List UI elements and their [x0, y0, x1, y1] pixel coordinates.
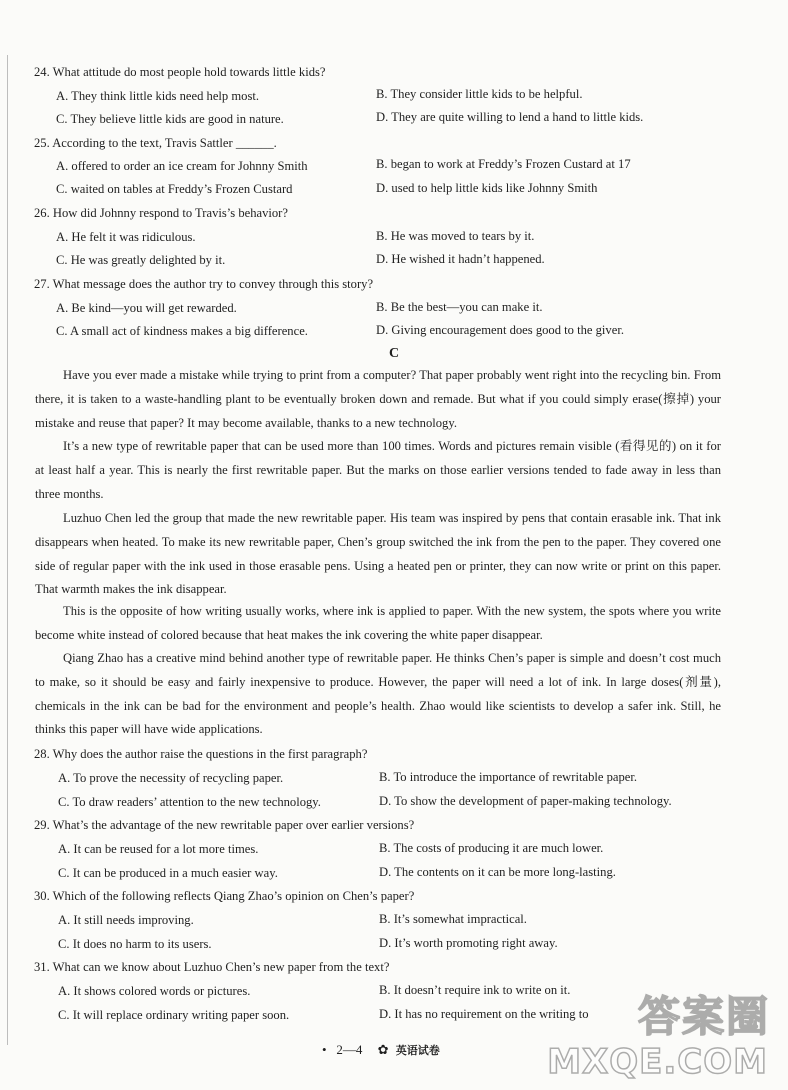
question-31-option-c: C. It will replace ordinary writing paper soon. [58, 1008, 290, 1022]
footer-dot-icon: • [322, 1042, 334, 1057]
question-28-option-d: D. To show the development of paper-making technology. [379, 794, 672, 808]
question-29-option-a: A. It can be reused for a lot more times. [58, 842, 259, 856]
page-footer [322, 1042, 440, 1059]
question-27-option-d: D. Giving encouragement does good to the giver. [376, 323, 624, 337]
question-24-option-d: D. They are quite willing to lend a hand to little kids. [376, 110, 644, 124]
section-c-heading: C [388, 346, 400, 361]
question-30-option-b: B. It’s somewhat impractical. [379, 912, 527, 926]
question-31-option-a: A. It shows colored words or pictures. [58, 984, 251, 998]
question-25-option-c: C. waited on tables at Freddy’s Frozen Custard [56, 182, 293, 196]
passage-paragraph-2: It’s a new type of rewritable paper that can be used more than 100 times. Words and pictures remain visible (看得见的) on it for at least half a year. This is nearly the first rewritable paper. But the marks on those earlier versions tended to fade away in less than three months. [35, 439, 721, 501]
question-26-option-c: C. He was greatly delighted by it. [56, 253, 226, 267]
question-26-option-b: B. He was moved to tears by it. [376, 229, 535, 243]
question-29-option-b: B. The costs of producing it are much lower. [379, 841, 604, 855]
question-25-stem: 25. According to the text, Travis Sattler ______. [34, 136, 277, 150]
question-26-option-d: D. He wished it hadn’t happened. [376, 252, 545, 266]
passage-paragraph-4: This is the opposite of how writing usually works, where ink is applied to paper. With the new system, the spots where you write become white instead of colored because that heat makes the ink covering the white paper disappear. [35, 604, 721, 642]
site-watermark [547, 991, 780, 1086]
question-25-option-b: B. began to work at Freddy’s Frozen Custard at 17 [376, 157, 631, 171]
question-30-stem: 30. Which of the following reflects Qiang Zhao’s opinion on Chen’s paper? [34, 889, 415, 903]
question-27-option-c: C. A small act of kindness makes a big difference. [56, 324, 308, 338]
question-30-option-d: D. It’s worth promoting right away. [379, 936, 558, 950]
watermark-chinese: 答案圈 [637, 992, 770, 1041]
question-29-option-d: D. The contents on it can be more long-lasting. [379, 865, 616, 879]
leaf-icon: ✿ [377, 1042, 389, 1057]
subject-label: 英语试卷 [395, 1045, 440, 1057]
page-number: 2—4 [336, 1042, 363, 1057]
question-31-stem: 31. What can we know about Luzhuo Chen’s new paper from the text? [34, 960, 390, 974]
question-30-option-c: C. It does no harm to its users. [58, 937, 212, 951]
question-31-option-d: D. It has no requirement on the writing to [379, 1007, 589, 1021]
question-29-stem: 29. What’s the advantage of the new rewritable paper over earlier versions? [34, 818, 415, 832]
question-28-option-b: B. To introduce the importance of rewritable paper. [379, 770, 638, 784]
question-24-stem: 24. What attitude do most people hold towards little kids? [34, 65, 326, 79]
question-27-option-b: B. Be the best—you can make it. [376, 300, 543, 314]
question-29-option-c: C. It can be produced in a much easier way. [58, 866, 278, 880]
question-28-option-c: C. To draw readers’ attention to the new technology. [58, 795, 321, 809]
question-28-stem: 28. Why does the author raise the questions in the first paragraph? [34, 747, 368, 761]
passage-paragraph-3: Luzhuo Chen led the group that made the new rewritable paper. His team was inspired by pens that contain erasable ink. That ink disappears when heated. To make its new rewritable paper, Chen’s group switched the ink from the pen to the paper. They covered one side of regular paper with the ink used in those erasable pens. Using a heated pen or printer, they can now write or print on this paper. That warmth makes the ink disappear. [35, 511, 721, 597]
question-26-option-a: A. He felt it was ridiculous. [56, 230, 196, 244]
question-25-option-a: A. offered to order an ice cream for Johnny Smith [56, 159, 308, 173]
passage-paragraph-5: Qiang Zhao has a creative mind behind another type of rewritable paper. He thinks Chen’s paper is simple and doesn’t cost much to make, so it should be easy and fairly inexpensive to produce. However, the paper will need a lot of ink. In large doses(剂量), chemicals in the ink can be bad for the environment and people’s health. Zhao would like scientists to develop a safer ink. Still, he thinks this paper will have wide applications. [35, 651, 721, 737]
question-24-option-c: C. They believe little kids are good in nature. [56, 112, 284, 126]
question-26-stem: 26. How did Johnny respond to Travis’s behavior? [34, 206, 288, 220]
question-31-option-b: B. It doesn’t require ink to write on it. [379, 983, 571, 997]
question-27-option-a: A. Be kind—you will get rewarded. [56, 301, 237, 315]
question-25-option-d: D. used to help little kids like Johnny Smith [376, 181, 598, 195]
question-27-stem: 27. What message does the author try to convey through this story? [34, 277, 374, 291]
watermark-domain: MXQE.COM [547, 1042, 768, 1082]
passage-paragraph-1: Have you ever made a mistake while trying to print from a computer? That paper probably went right into the recycling bin. From there, it is taken to a waste-handling plant to be eventually broken down and remade. But what if you could simply erase(擦掉) your mistake and reuse that paper? It may become available, thanks to a new technology. [35, 368, 721, 430]
question-28-option-a: A. To prove the necessity of recycling paper. [58, 771, 284, 785]
question-30-option-a: A. It still needs improving. [58, 913, 194, 927]
question-24-option-a: A. They think little kids need help most. [56, 89, 259, 103]
margin-rule [7, 55, 8, 1045]
question-24-option-b: B. They consider little kids to be helpful. [376, 87, 583, 101]
